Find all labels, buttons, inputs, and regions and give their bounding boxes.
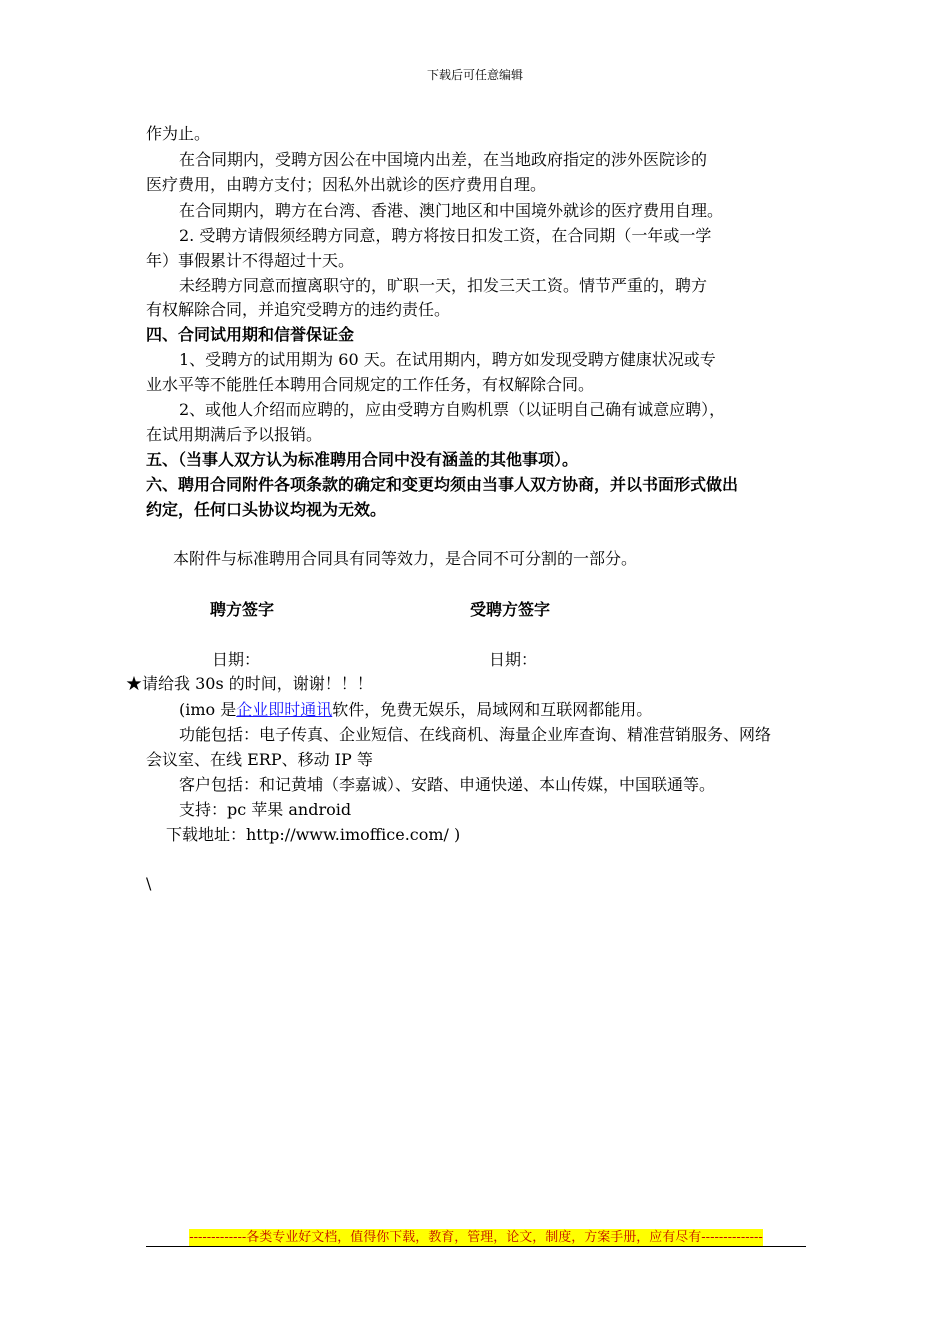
signature-left: 聘方签字 <box>210 600 275 619</box>
section-heading: 四、合同试用期和信誉保证金 <box>146 325 355 344</box>
text-line: 年）事假累计不得超过十天。 <box>146 251 355 270</box>
date-right: 日期： <box>489 650 538 669</box>
ad-line: 支持：pc 苹果 android <box>179 800 352 819</box>
text-line: 本附件与标准聘用合同具有同等效力，是合同不可分割的一部分。 <box>173 549 638 568</box>
ad-line: 功能包括：电子传真、企业短信、在线商机、海量企业库查询、精准营销服务、网络 <box>179 725 772 744</box>
text-line: 有权解除合同，并追究受聘方的违约责任。 <box>146 300 451 319</box>
ad-line: 下载地址：http://www.imoffice.com/ ) <box>166 825 461 844</box>
ad-line: 客户包括：和记黄埔（李嘉诚）、安踏、申通快递、本山传媒，中国联通等。 <box>179 775 716 794</box>
text-line: 业水平等不能胜任本聘用合同规定的工作任务，有权解除合同。 <box>146 375 595 394</box>
section-heading: 五、（当事人双方认为标准聘用合同中没有涵盖的其他事项）。 <box>146 450 579 469</box>
footer-banner: -------------各类专业好文档，值得你下载，教育，管理，论文，制度，方案手册，应有尽有-------------- <box>189 1230 763 1245</box>
ad-line: ★请给我 30s 的时间，谢谢！！！ <box>126 674 373 693</box>
text-line: 2、或他人介绍而应聘的，应由受聘方自购机票（以证明自己确有诚意应聘）， <box>179 400 726 419</box>
text-line: 作为止。 <box>146 124 211 143</box>
ad-text: 软件，免费无娱乐，局域网和互联网都能用。 <box>332 700 653 719</box>
text-line: 未经聘方同意而擅离职守的，旷职一天，扣发三天工资。情节严重的，聘方 <box>179 276 708 295</box>
stray-character: \ <box>146 874 152 893</box>
date-left: 日期： <box>212 650 261 669</box>
page-footer <box>146 1226 806 1247</box>
page-header: 下载后可任意编辑 <box>426 68 523 82</box>
text-line: 在合同期内，受聘方因公在中国境内出差，在当地政府指定的涉外医院诊的 <box>179 150 708 169</box>
text-line: 1、受聘方的试用期为 60 天。在试用期内，聘方如发现受聘方健康状况或专 <box>179 350 716 369</box>
text-line: 2. 受聘方请假须经聘方同意，聘方将按日扣发工资，在合同期（一年或一学 <box>179 226 712 245</box>
text-line: 医疗费用，由聘方支付；因私外出就诊的医疗费用自理。 <box>146 175 547 194</box>
ad-line <box>179 699 652 721</box>
ad-text: (imo 是 <box>179 700 237 719</box>
section-heading: 六、聘用合同附件各项条款的确定和变更均须由当事人双方协商，并以书面形式做出 <box>146 475 739 494</box>
text-line: 在合同期内，聘方在台湾、香港、澳门地区和中国境外就诊的医疗费用自理。 <box>179 201 724 220</box>
section-heading: 约定，任何口头协议均视为无效。 <box>146 500 387 519</box>
ad-line: 会议室、在线 ERP、移动 IP 等 <box>146 750 373 769</box>
signature-right: 受聘方签字 <box>470 600 551 619</box>
text-line: 在试用期满后予以报销。 <box>146 425 323 444</box>
product-link[interactable]: 企业即时通讯 <box>236 700 333 719</box>
